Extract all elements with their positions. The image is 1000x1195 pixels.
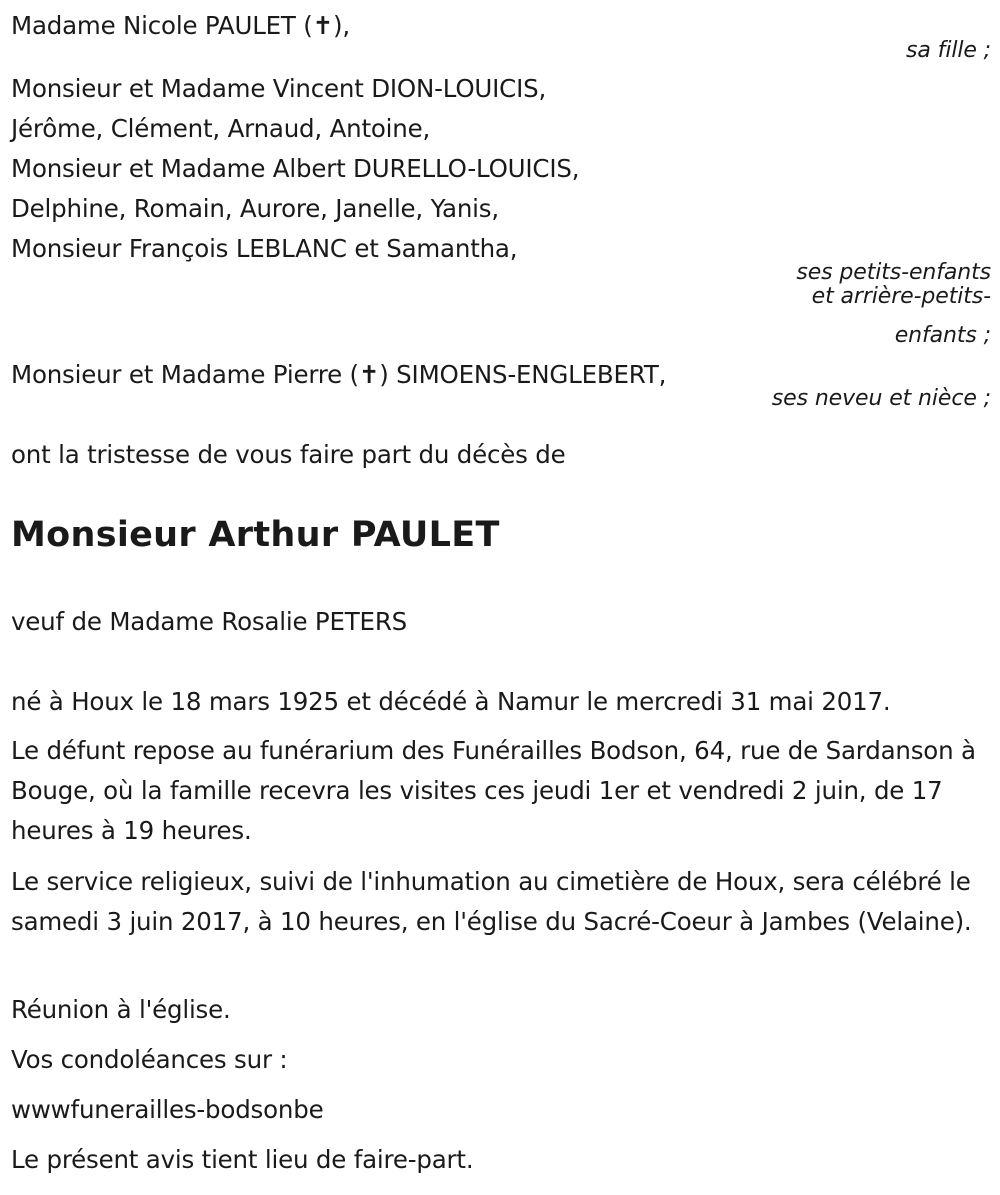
grandchildren-role-1: ses petits-enfants [796, 260, 991, 285]
announcement-text: ont la tristesse de vous faire part du décès de [11, 440, 566, 469]
grandchildren-role-2: et arrière-petits- [811, 284, 991, 309]
grandchildren-line-4: Delphine, Romain, Aurore, Janelle, Yanis, [11, 194, 499, 223]
grandchildren-line-1: Monsieur et Madame Vincent DION-LOUICIS, [11, 74, 547, 103]
daughter-name: Madame Nicole PAULET (✝), [11, 11, 350, 40]
nephew-role: ses neveu et nièce ; [771, 386, 991, 411]
widower-text: veuf de Madame Rosalie PETERS [11, 607, 408, 636]
daughter-role: sa fille ; [906, 38, 991, 63]
website-text: wwwfunerailles-bodsonbe [11, 1095, 324, 1124]
grandchildren-line-3: Monsieur et Madame Albert DURELLO-LOUICIS, [11, 154, 580, 183]
viewing-paragraph: Le défunt repose au funérarium des Funérailles Bodson, 64, rue de Sardanson à Bouge, où la famille recevra les visites ces jeudi 1er et vendredi 2 juin, de 17 heures à 19 heures. [11, 736, 976, 845]
deceased-name: Monsieur Arthur PAULET [11, 515, 500, 555]
grandchildren-line-2: Jérôme, Clément, Arnaud, Antoine, [11, 114, 431, 143]
notice-text: Le présent avis tient lieu de faire-part. [11, 1145, 474, 1174]
grandchildren-role-3: enfants ; [894, 323, 991, 348]
nephew-name: Monsieur et Madame Pierre (✝) SIMOENS-ENGLEBERT, [11, 360, 667, 389]
condolences-text: Vos condoléances sur : [11, 1045, 288, 1074]
service-paragraph: Le service religieux, suivi de l'inhumation au cimetière de Houx, sera célébré le samedi 3 juin 2017, à 10 heures, en l'église du Sacré-Coeur à Jambes (Velaine). [11, 867, 972, 936]
birth-death-text: né à Houx le 18 mars 1925 et décédé à Namur le mercredi 31 mai 2017. [11, 687, 891, 716]
grandchildren-line-5: Monsieur François LEBLANC et Samantha, [11, 234, 518, 263]
meeting-text: Réunion à l'église. [11, 995, 231, 1024]
